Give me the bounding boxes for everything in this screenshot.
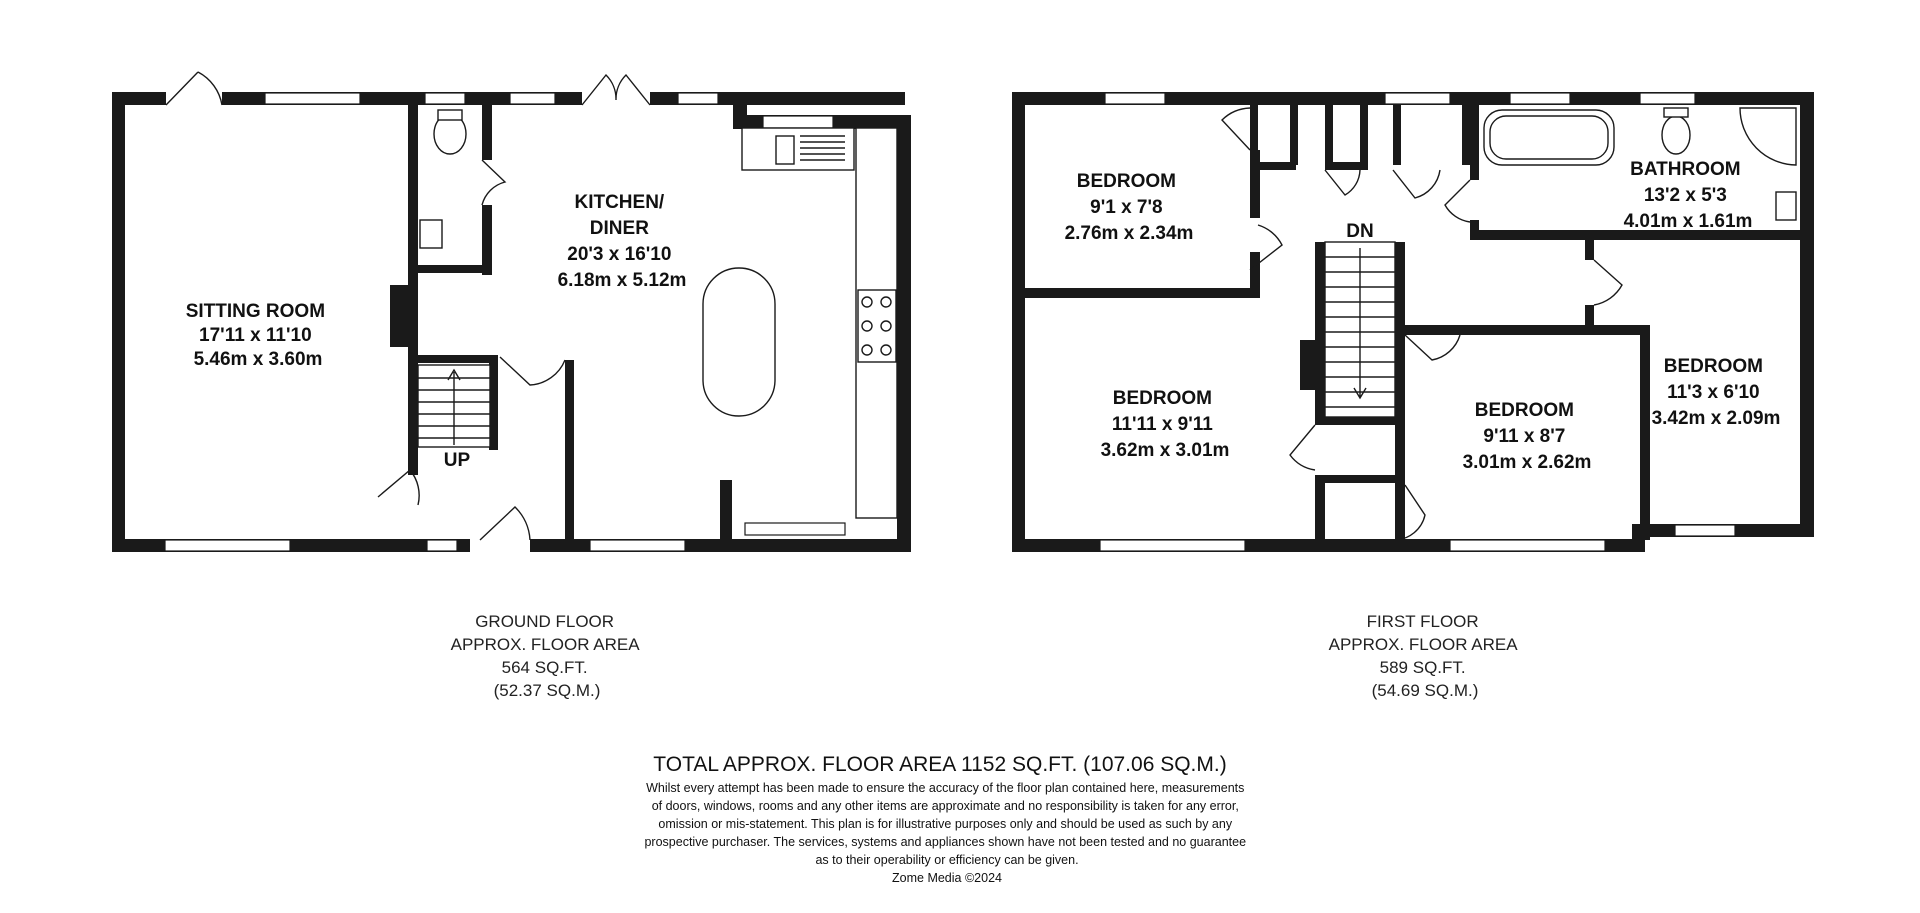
- basin: [420, 220, 442, 248]
- door-swing: [1222, 108, 1250, 150]
- wall: [565, 360, 574, 540]
- window: [590, 540, 685, 551]
- kitchen-worktop: [742, 128, 854, 170]
- window: [1640, 93, 1695, 104]
- wall: [1250, 252, 1260, 298]
- wall: [1315, 475, 1405, 483]
- window: [1105, 93, 1165, 104]
- ground-south-wall-kitchen: [720, 539, 911, 552]
- chimney-breast: [1300, 340, 1315, 390]
- window: [1385, 93, 1450, 104]
- wall: [1315, 475, 1325, 540]
- wall: [1325, 162, 1368, 170]
- door-swing: [1445, 180, 1470, 222]
- wall: [482, 205, 492, 275]
- wall: [1462, 105, 1470, 165]
- kitchen-diner-label: KITCHEN/ DINER 20'3 x 16'10 6.18m x 5.12m: [557, 192, 687, 291]
- stairs-down-label: DN: [1346, 221, 1374, 242]
- window: [1100, 540, 1245, 551]
- toilet-cistern: [438, 110, 462, 120]
- toilet-cistern: [1664, 108, 1688, 117]
- wall: [418, 265, 490, 273]
- ground-east-wall: [897, 115, 911, 552]
- sink-bowl: [776, 136, 794, 164]
- window: [165, 540, 290, 551]
- bedroom-label: BEDROOM 9'11 x 8'7 3.01m x 2.62m: [1462, 400, 1592, 473]
- wall: [1315, 417, 1405, 425]
- credit-text: Zome Media ©2024: [892, 871, 1002, 885]
- stairs-up-label: UP: [443, 450, 471, 471]
- window: [1510, 93, 1570, 104]
- window: [1675, 525, 1735, 536]
- dining-table: [703, 268, 775, 416]
- ground-floor-summary: GROUND FLOOR APPROX. FLOOR AREA 564 SQ.FT. (52.37 SQ.M.): [450, 612, 639, 700]
- wall: [1290, 105, 1298, 165]
- first-west-wall: [1012, 92, 1025, 552]
- wall: [1250, 162, 1296, 170]
- door-swing: [378, 470, 419, 505]
- window: [510, 93, 555, 104]
- door-swing: [1594, 260, 1622, 305]
- sitting-room-label: SITTING ROOM 17'11 x 11'10 5.46m x 3.60m: [185, 301, 326, 370]
- door-swing: [500, 357, 565, 385]
- window: [678, 93, 718, 104]
- wall: [1585, 305, 1594, 330]
- ground-kitchen-return: [720, 480, 732, 552]
- chimney-breast: [390, 285, 410, 347]
- window: [265, 93, 360, 104]
- window: [425, 93, 465, 104]
- wall: [1470, 105, 1479, 180]
- window: [427, 540, 457, 551]
- wall: [1640, 325, 1650, 540]
- wall: [1325, 105, 1333, 165]
- bedroom-label: BEDROOM 9'1 x 7'8 2.76m x 2.34m: [1064, 171, 1194, 244]
- window: [1450, 540, 1605, 551]
- wall: [1025, 288, 1255, 298]
- ground-west-wall: [112, 92, 125, 552]
- wall: [1393, 105, 1401, 165]
- door-swing: [482, 160, 505, 205]
- cupboard-door: [1393, 170, 1440, 198]
- bedroom-label: BEDROOM 11'11 x 9'11 3.62m x 3.01m: [1100, 388, 1230, 461]
- wall: [408, 355, 490, 363]
- door-swing: [1405, 335, 1460, 360]
- wall: [1470, 220, 1479, 240]
- shower: [1740, 108, 1796, 165]
- bedroom-label: BEDROOM 11'3 x 6'10 3.42m x 2.09m: [1651, 356, 1781, 429]
- ground-north-wall: [112, 92, 905, 105]
- wall: [1360, 105, 1368, 165]
- door-swing: [1290, 425, 1315, 470]
- wall: [1250, 105, 1258, 165]
- first-floor-summary: FIRST FLOOR APPROX. FLOOR AREA 589 SQ.FT. (54.69 SQ.M.): [1328, 612, 1517, 700]
- total-floor-area: TOTAL APPROX. FLOOR AREA 1152 SQ.FT. (107.06 SQ.M.): [653, 753, 1227, 776]
- window: [763, 116, 833, 128]
- first-east-wall: [1800, 92, 1814, 537]
- wall: [1315, 242, 1325, 422]
- front-door-swing: [480, 507, 530, 540]
- basin: [1776, 192, 1796, 220]
- wall: [1395, 242, 1405, 542]
- wall: [1585, 240, 1594, 260]
- wall: [1405, 325, 1650, 335]
- toilet: [1662, 116, 1690, 154]
- bathroom-label: BATHROOM 13'2 x 5'3 4.01m x 1.61m: [1623, 159, 1753, 232]
- window: [745, 523, 845, 535]
- disclaimer-text: Whilst every attempt has been made to ensure the accuracy of the floor plan contained here, measurements of doors, windows, rooms and any other items are approximate and no responsibility is taken for any error, omission or mis-statement. This plan is for illustrative purposes only and should be used as such by any prospective purchaser. The services, systems and appliances shown have not been tested and no guarantee as to their operability or efficiency can be given.: [644, 781, 1247, 867]
- cupboard-door: [1325, 170, 1360, 195]
- wall: [482, 105, 492, 160]
